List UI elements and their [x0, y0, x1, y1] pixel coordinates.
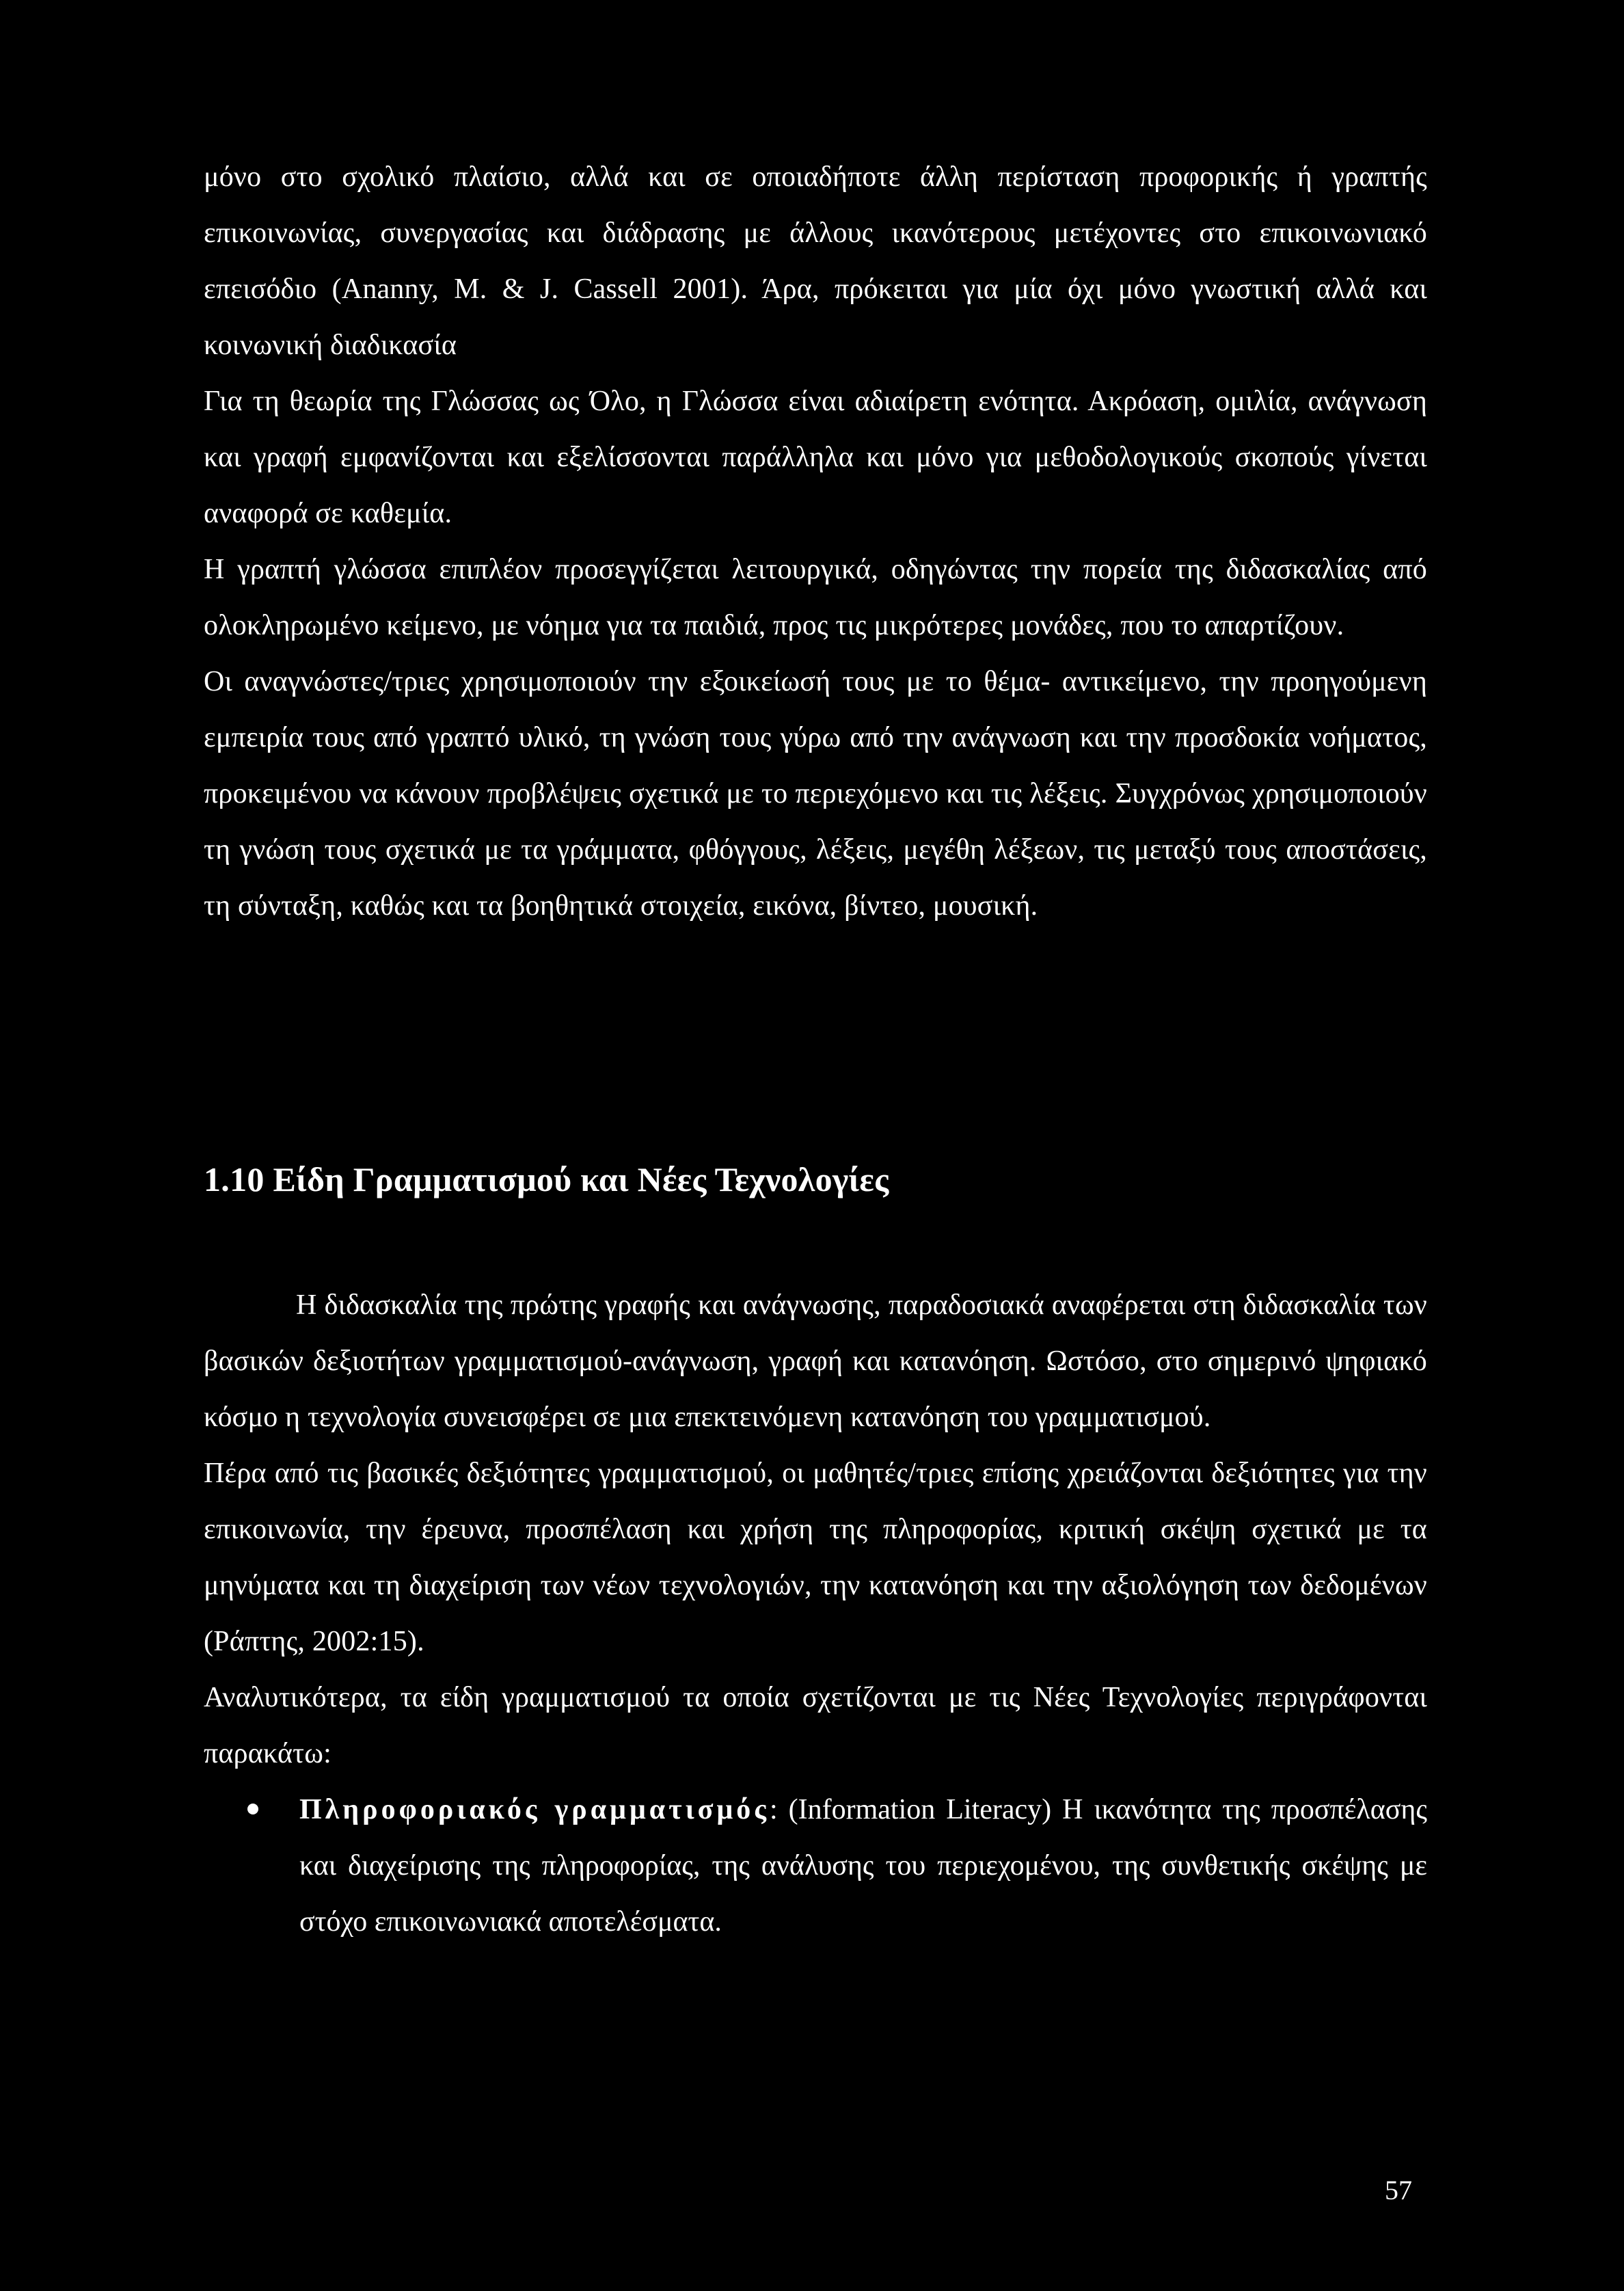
paragraph: Για τη θεωρία της Γλώσσας ως Όλο, η Γλώσσα είναι αδιαίρετη ενότητα. Ακρόαση, ομιλία, ανάγνωση και γραφή εμφανίζονται και εξελίσσονται παράλληλα και μόνο για μεθοδολογικούς σκοπούς γίνεται αναφορά σε καθεμία.	[204, 386, 1427, 529]
body-text-bottom	[204, 1277, 1427, 1950]
paragraph: Η διδασκαλία της πρώτης γραφής και ανάγνωσης, παραδοσιακά αναφέρεται στη διδασκαλία των βασικών δεξιοτήτων γραμματισμού-ανάγνωση, γραφή και κατανόηση. Ωστόσο, στο σημερινό ψηφιακό κόσμο η τεχνολογία συνεισφέρει σε μια επεκτεινόμενη κατανόηση του γραμματισμού.	[204, 1289, 1427, 1433]
bullet-text: (Information Literacy) Η ικανότητα της προσπέλασης και διαχείρισης της πληροφορίας, της ανάλυσης του περιεχομένου, της συνθετικής σκέψης με στόχο επικοινωνιακά αποτελέσματα.	[299, 1794, 1428, 1938]
paragraph: Η γραπτή γλώσσα επιπλέον προσεγγίζεται λειτουργικά, οδηγώντας την πορεία της διδασκαλίας από ολοκληρωμένο κείμενο, με νόημα για τα παιδιά, προς τις μικρότερες μονάδες, που το απαρτίζουν.	[204, 554, 1427, 641]
bullet-icon	[247, 1804, 258, 1814]
paragraph: Πέρα από τις βασικές δεξιότητες γραμματισμού, οι μαθητές/τριες επίσης χρειάζονται δεξιότητες για την επικοινωνία, την έρευνα, προσπέλαση και χρήση της πληροφορίας, κριτική σκέψη σχετικά με τα μηνύματα και τη διαχείριση των νέων τεχνολογιών, την κατανόηση και την αξιολόγηση των δεδομένων (Ράπτης, 2002:15).	[204, 1458, 1427, 1657]
bullet-separator: :	[769, 1794, 789, 1825]
page-number: 57	[1385, 2175, 1412, 2206]
paragraph: Αναλυτικότερα, τα είδη γραμματισμού τα οποία σχετίζονται με τις Νέες Τεχνολογίες περιγράφονται παρακάτω:	[204, 1682, 1427, 1769]
section-heading: 1.10 Είδη Γραμματισμού και Νέες Τεχνολογίες	[204, 1160, 889, 1198]
bullet-list	[204, 1782, 1427, 1950]
bullet-term: Πληροφοριακός γραμματισμός	[299, 1794, 770, 1825]
body-text-top	[204, 149, 1427, 934]
list-item	[204, 1782, 1427, 1950]
paragraph: μόνο στο σχολικό πλαίσιο, αλλά και σε οποιαδήποτε άλλη περίσταση προφορικής ή γραπτής επικοινωνίας, συνεργασίας και διάδρασης με άλλους ικανότερους μετέχοντες στο επικοινωνιακό επεισόδιο (Ananny, M. & J. Cassell 2001). Άρα, πρόκειται για μία όχι μόνο γνωστική αλλά και κοινωνική διαδικασία	[204, 161, 1427, 361]
paragraph: Οι αναγνώστες/τριες χρησιμοποιούν την εξοικείωσή τους με το θέμα- αντικείμενο, την προηγούμενη εμπειρία τους από γραπτό υλικό, τη γνώση τους γύρω από την ανάγνωση και την προσδοκία νοήματος, προκειμένου να κάνουν προβλέψεις σχετικά με το περιεχόμενο και τις λέξεις. Συγχρόνως χρησιμοποιούν τη γνώση τους σχετικά με τα γράμματα, φθόγγους, λέξεις, μεγέθη λέξεων, τις μεταξύ τους αποστάσεις, τη σύνταξη, καθώς και τα βοηθητικά στοιχεία, εικόνα, βίντεο, μουσική.	[204, 666, 1427, 922]
